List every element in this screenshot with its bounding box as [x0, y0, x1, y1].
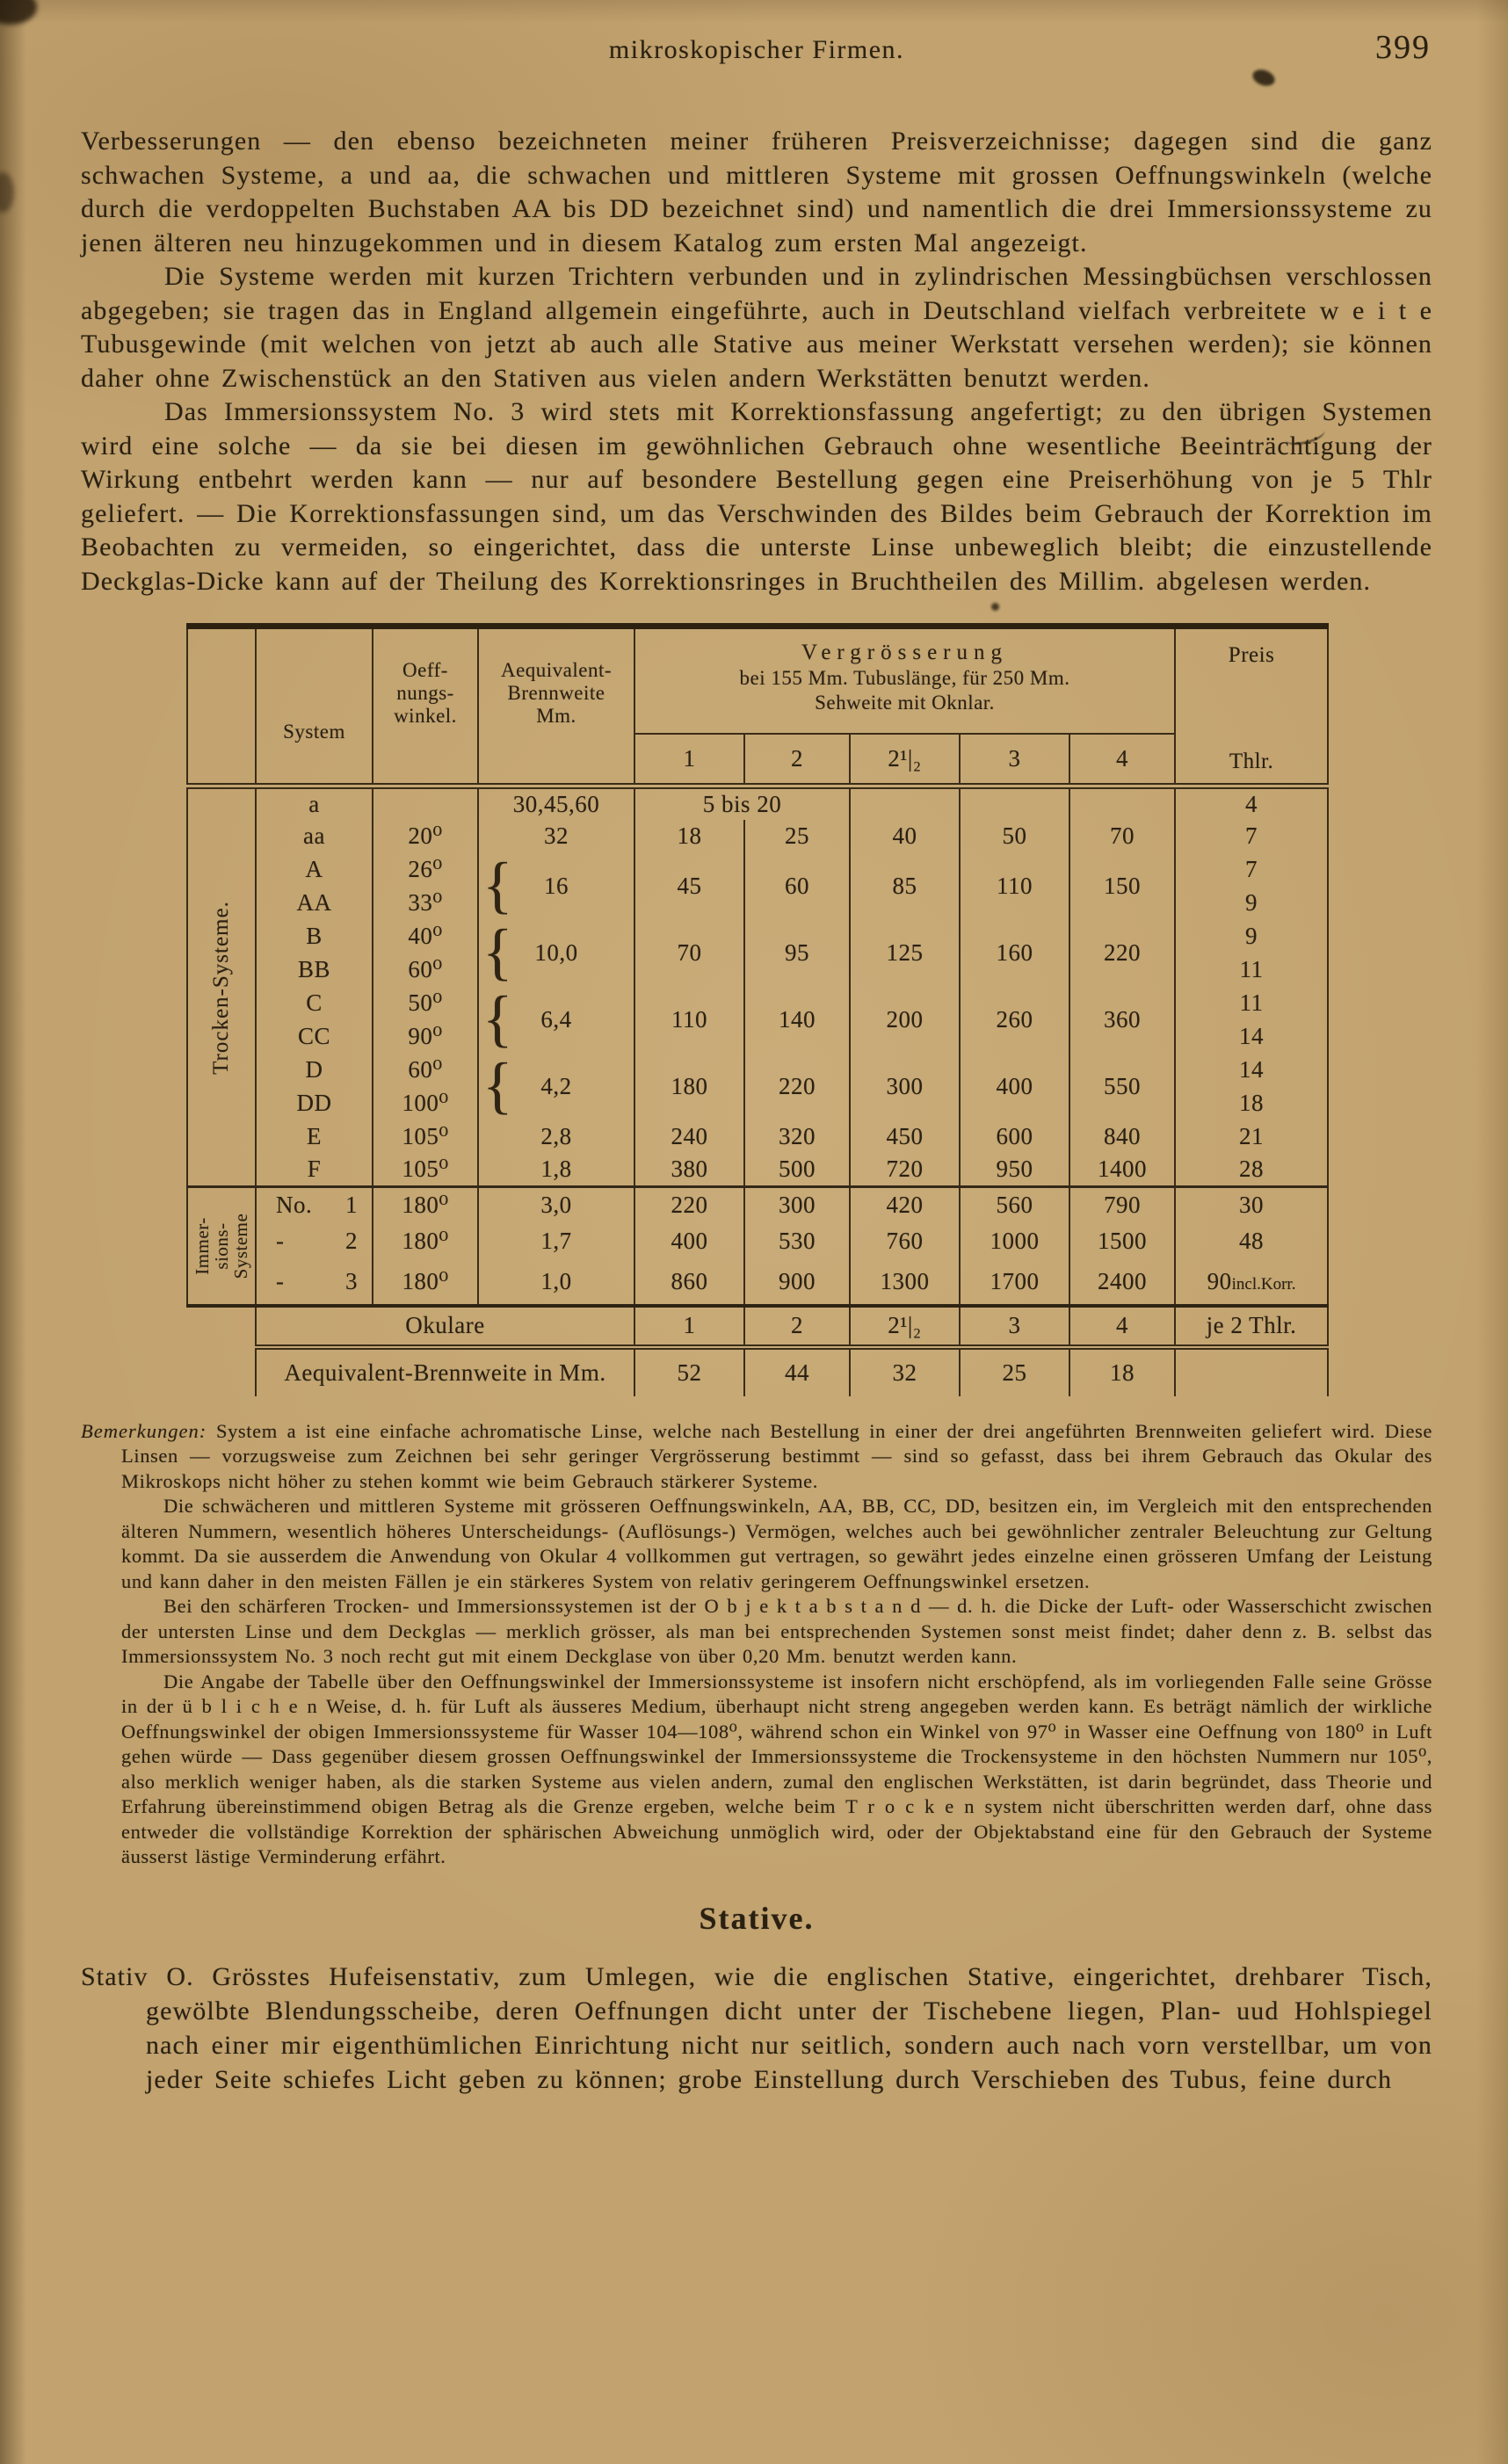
table-row: F 105⁰ 1,8 380 500 720 950 1400 28: [187, 1154, 1328, 1187]
intro-paragraph-2: Die Systeme werden mit kurzen Trichtern verbunden und in zylindrischen Messingbüchsen verschlossen abgegeben; sie tragen das in England allgemein eingeführte, auch in Deutschland vielfach verbreitete w e i t e Tubusgewinde (mit welchen von jetzt ab auch alle Stative aus meiner Werkstatt versehen werden); sie können daher ohne Zwischenstück an den Stativen aus vielen andern Werkstätten benutzt werden.: [81, 262, 1432, 393]
okular-col-2half: 2¹|₂: [850, 734, 960, 786]
bemerkungen-section: [81, 1419, 1432, 1870]
okular-col-2: 2: [744, 734, 850, 786]
okulare-price: je 2 Thlr.: [1175, 1306, 1328, 1347]
table-cell: a: [256, 786, 373, 820]
table-cell: [373, 786, 478, 820]
table-row: B 40⁰ { 10,0 70 95 125 160 220 9: [187, 920, 1328, 953]
table-cell: 5 bis 20: [634, 786, 850, 820]
vergroesserung-title: Vergrösserung: [801, 641, 1008, 664]
table-row: AA 33⁰ 9: [187, 887, 1328, 920]
bemerkungen-paragraph-4: Die Angabe der Tabelle über den Oeffnungswinkel der Immersionssysteme ist insofern nicht erschöpfend, als im vorliegenden Falle seine Grösse in der ü b l i c h e n Weise, d. h. für Luft als äusseres Medium, überhaupt nicht streng angegeben werden kann. Es beträgt nämlich der wirkliche Oeffnungswinkel der obigen Immersionssysteme für Wasser 104—108⁰, während schon ein Winkel von 97⁰ in Wasser eine Oeffnung von 180⁰ in Luft gehen würde — Dass gegenüber diesem grossen Oeffnungswinkel der Immersionssysteme die Trockensysteme in den höchsten Nummern nur 105⁰, also merklich weniger haben, als die starken Systeme aus vielen andern, zumal den englischen Werkstätten, ist darin begründet, dass Theorie und Erfahrung übereinstimmend obigen Betrag als die Grenze ergeben, welche beim T r o c k e n system nicht überschritten werden darf, ohne dass entweder die vollständige Korrektion der sphärischen Abweichung unmöglich wird, oder der Objektabstand eine für den Gebrauch der Systeme äusserst lästige Verminderung erfährt.: [121, 1670, 1432, 1867]
price-table: [186, 623, 1329, 1396]
table-row: E 105⁰ 2,8 240 320 450 600 840 21: [187, 1120, 1328, 1154]
page-edge-stain: [0, 172, 14, 213]
brace-glyph: {: [482, 1049, 514, 1120]
okular-col-4: 4: [1069, 734, 1175, 786]
table-cell: 30,45,60: [478, 786, 634, 820]
column-header-vergroesserung: Vergrösserung bei 155 Mm. Tubuslänge, für 250 Mm. Sehweite mit Oknlar.: [634, 627, 1175, 734]
column-header-brennweite: Aequivalent- Brennweite Mm.: [478, 627, 634, 786]
footer-spacer: [187, 1347, 256, 1396]
page-number: 399: [1375, 29, 1431, 66]
table-row: - 3 180⁰ 1,0 860 900 1300 1700 2400 90incl.Korr.: [187, 1259, 1328, 1306]
brace-glyph: {: [482, 982, 514, 1054]
table-row: aa 20⁰ 32 18 25 40 50 70 7: [187, 820, 1328, 853]
table-cell: [850, 786, 960, 820]
intro-paragraph-3: Das Immersionssystem No. 3 wird stets mit Korrektionsfassung angefertigt; zu den übrigen Systemen wird eine solche — da sie bei diesen im gewöhnlichen Gebrauch ohne wesentliche Beeinträchtigung der Wirkung entbehrt werden kann — nur auf besondere Bestellung gegen eine Preiserhöhung von je 5 Thlr geliefert. — Die Korrektionsfassungen sind, um das Verschwinden des Bildes beim Gebrauch der Korrektion im Beobachten zu vermeiden, so eingerichtet, dass die unterste Linse unbeweglich bleibt; die einzustellende Deckglas-Dicke kann auf der Theilung des Korrektionsringes in Bruchtheilen des Millim. abgelesen werden.: [81, 397, 1432, 596]
table-row: Immer- sions- Systeme No. 1 180⁰ 3,0 220 300 420 560 790 30: [187, 1187, 1328, 1223]
bemerkungen-paragraph-1: Bemerkungen: System a ist eine einfache achromatische Linse, welche nach Bestellung in einer der drei angeführten Brennweiten geliefert wird. Diese Linsen — vorzugsweise zum Zeichnen bei sehr geringer Vergrösserung bestimmt — sind so gefasst, dass bei ihrem Gebrauch das Okular des Mikroskops nicht höher zu stehen kommt wie beim Gebrauch stärkerer Systeme.: [81, 1419, 1432, 1492]
brennweite-label: Aequivalent-Brennweite in Mm.: [256, 1347, 634, 1396]
bemerkungen-label: Bemerkungen:: [81, 1419, 207, 1442]
table-row: DD 100⁰ 18: [187, 1087, 1328, 1120]
column-header-preis: Preis Thlr.: [1175, 627, 1328, 786]
price-note: incl.Korr.: [1231, 1274, 1296, 1294]
header-system-label: System: [283, 720, 345, 743]
table-cell: [960, 786, 1069, 820]
footer-spacer: [187, 1306, 256, 1347]
group-label-header-cell: [187, 627, 256, 786]
table-cell: [1069, 786, 1175, 820]
table-row: C 50⁰ { 6,4 110 140 200 260 360 11: [187, 987, 1328, 1020]
table-row: CC 90⁰ 14: [187, 1020, 1328, 1054]
table-row: [187, 786, 1328, 820]
table-header-row: [187, 627, 1328, 734]
column-header-winkel: Oeff- nungs- winkel.: [373, 627, 478, 786]
group-label-immersion: Immer- sions- Systeme: [187, 1187, 256, 1306]
brennweite-footer-row: Aequivalent-Brennweite in Mm. 52 44 32 25 18: [187, 1347, 1328, 1396]
running-head: [81, 29, 1432, 76]
bemerkungen-paragraph-2: Die schwächeren und mittleren Systeme mit grösseren Oeffnungswinkeln, AA, BB, CC, DD, besitzen ein, im Vergleich mit den entsprechenden älteren Nummern, wesentlich höheres Unterscheidungs- (Auflösungs-) Vermögen, welches auch bei gewöhnlicher zentraler Beleuchtung zur Geltung kommt. Da sie ausserdem die Anwendung von Okular 4 vollkommen gut vertragen, so gewährt jedes einzelne einen grösseren Umfang der Leistung und kann daher in den meisten Fällen je ein stärkeres System von relativ geringerem Oeffnungswinkel ersetzen.: [121, 1495, 1432, 1592]
table-row: A 26⁰ { 16 45 60 85 110 150 7: [187, 853, 1328, 887]
column-header-system: [256, 627, 373, 786]
page-content: [81, 29, 1432, 2123]
page-edge-stain: [0, 0, 37, 25]
stative-heading: Stative.: [699, 1900, 815, 1936]
okular-col-3: 3: [960, 734, 1069, 786]
okulare-footer-row: Okulare 1 2 2¹|₂ 3 4 je 2 Thlr.: [187, 1306, 1328, 1347]
table-row: BB 60⁰ 11: [187, 953, 1328, 987]
intro-paragraph-1: Verbesserungen — den ebenso bezeichneten meiner früheren Preisverzeichnisse; dagegen sind die ganz schwachen Systeme, a und aa, die schwachen und mittleren Systeme mit grossen Oeffnungswinkeln (welche durch die verdoppelten Buchstaben AA bis DD bezeichnet sind) und namentlich die drei Immersionssysteme zu jenen älteren neu hinzugekommen und in diesem Katalog zum ersten Mal angezeigt.: [81, 127, 1432, 257]
brace-glyph: {: [482, 849, 514, 920]
running-title: mikroskopischer Firmen.: [608, 35, 905, 64]
table-row: D 60⁰ { 4,2 180 220 300 400 550 14: [187, 1054, 1328, 1087]
stativ-o-paragraph: Stativ O. Grösstes Hufeisenstativ, zum Umlegen, wie die englischen Stative, eingerichtet, drehbarer Tisch, gewölbte Blendungsscheibe, deren Oeffnungen dicht unter der Tischebene liegen, Plan- uud Hohlspiegel nach einer mir eigenthümlichen Einrichtung nicht nur seitlich, sondern auch nach vorn verstellbar, um von jeder Seite schiefes Licht geben zu können; grobe Einstellung durch Verschieben des Tubus, feine durch: [81, 1961, 1432, 2094]
okulare-label: Okulare: [256, 1306, 634, 1347]
table-row: - 2 180⁰ 1,7 400 530 760 1000 1500 48: [187, 1223, 1328, 1259]
bemerkungen-paragraph-3: Bei den schärferen Trocken- und Immersionssystemen ist der O b j e k t a b s t a n d — d. h. die Dicke der Luft- oder Wasserschicht zwischen der untersten Linse und dem Deckglas — merklich grösser, als man bei entsprechenden Systemen sonst meist findet; daher denn z. B. selbst das Immersionssystem No. 3 noch recht gut mit einem Deckglase von über 0,20 Mm. benutzt werden kann.: [121, 1595, 1432, 1667]
okular-col-1: 1: [634, 734, 744, 786]
table-cell: 4: [1175, 786, 1328, 820]
group-label-trocken: Trocken-Systeme.: [187, 786, 256, 1187]
brace-glyph: {: [482, 916, 514, 987]
